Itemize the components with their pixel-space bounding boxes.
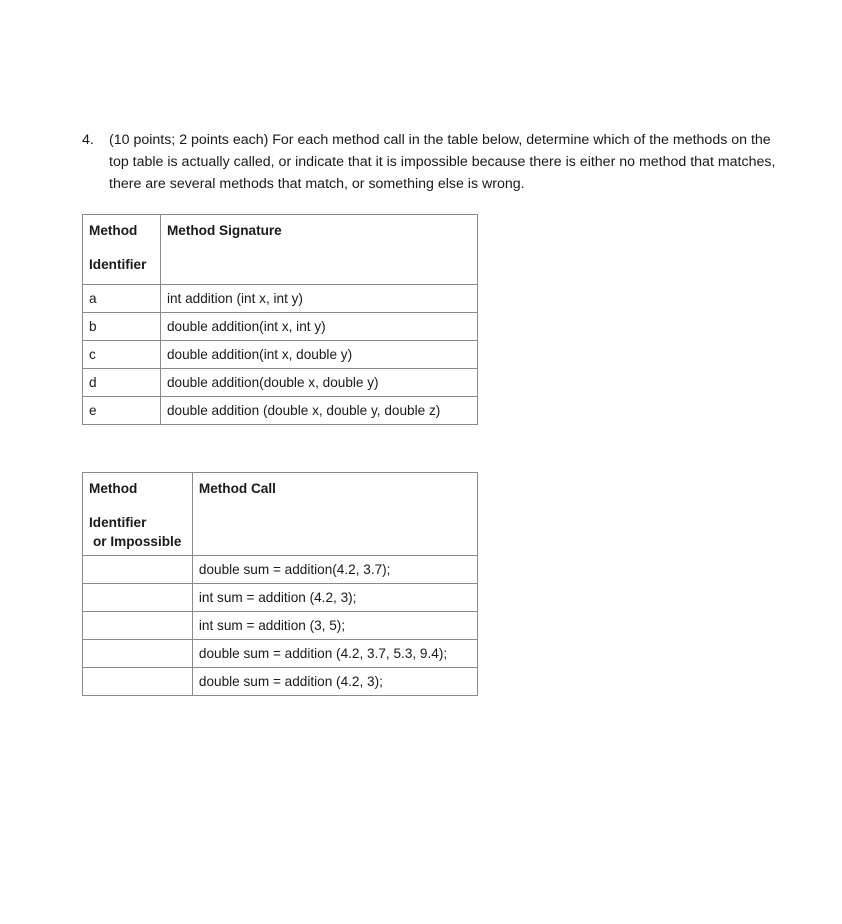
- method-signature-table: [82, 214, 478, 425]
- method-signature-cell: double addition(double x, double y): [160, 369, 477, 397]
- method-signature-cell: double addition(int x, int y): [160, 313, 477, 341]
- answer-cell[interactable]: [83, 556, 193, 584]
- table-row: [83, 584, 478, 612]
- table-row: [83, 341, 478, 369]
- method-call-cell: int sum = addition (3, 5);: [192, 612, 477, 640]
- table-row: [83, 668, 478, 696]
- method-call-cell: double sum = addition (4.2, 3);: [192, 668, 477, 696]
- question-text: (10 points; 2 points each) For each method call in the table below, determine which of the methods on the top table is actually called, or indicate that it is impossible because there is either no method that matches, there are several methods that match, or something else is wrong.: [109, 132, 776, 192]
- header-method-identifier-or-impossible: [83, 473, 193, 556]
- answer-cell[interactable]: [83, 668, 193, 696]
- header-label-identifier: Identifier: [89, 257, 147, 272]
- method-id-cell: d: [83, 369, 161, 397]
- method-signature-cell: int addition (int x, int y): [160, 285, 477, 313]
- table-header-row: [83, 473, 478, 556]
- method-signature-cell: double addition (double x, double y, double z): [160, 397, 477, 425]
- table-row: [83, 313, 478, 341]
- header-method-identifier: [83, 215, 161, 285]
- table-row: [83, 397, 478, 425]
- answer-cell[interactable]: [83, 640, 193, 668]
- header-label-method: Method: [89, 223, 138, 238]
- method-id-cell: e: [83, 397, 161, 425]
- table-row: [83, 285, 478, 313]
- header-method-call: Method Call: [192, 473, 477, 556]
- table-header-row: [83, 215, 478, 285]
- method-call-cell: double sum = addition (4.2, 3.7, 5.3, 9.4);: [192, 640, 477, 668]
- header-label-or-impossible: or Impossible: [93, 534, 182, 549]
- table-row: [83, 612, 478, 640]
- method-id-cell: a: [83, 285, 161, 313]
- header-method-signature: Method Signature: [160, 215, 477, 285]
- answer-cell[interactable]: [83, 584, 193, 612]
- method-call-table: [82, 472, 478, 696]
- table-row: [83, 369, 478, 397]
- method-id-cell: c: [83, 341, 161, 369]
- method-call-cell: double sum = addition(4.2, 3.7);: [192, 556, 477, 584]
- method-signature-cell: double addition(int x, double y): [160, 341, 477, 369]
- header-label-identifier: Identifier: [89, 515, 147, 530]
- method-id-cell: b: [83, 313, 161, 341]
- question-number: 4.: [82, 132, 94, 148]
- method-call-cell: int sum = addition (4.2, 3);: [192, 584, 477, 612]
- answer-cell[interactable]: [83, 612, 193, 640]
- question-block: [82, 129, 782, 195]
- table-row: [83, 556, 478, 584]
- header-label-method: Method: [89, 481, 138, 496]
- table-row: [83, 640, 478, 668]
